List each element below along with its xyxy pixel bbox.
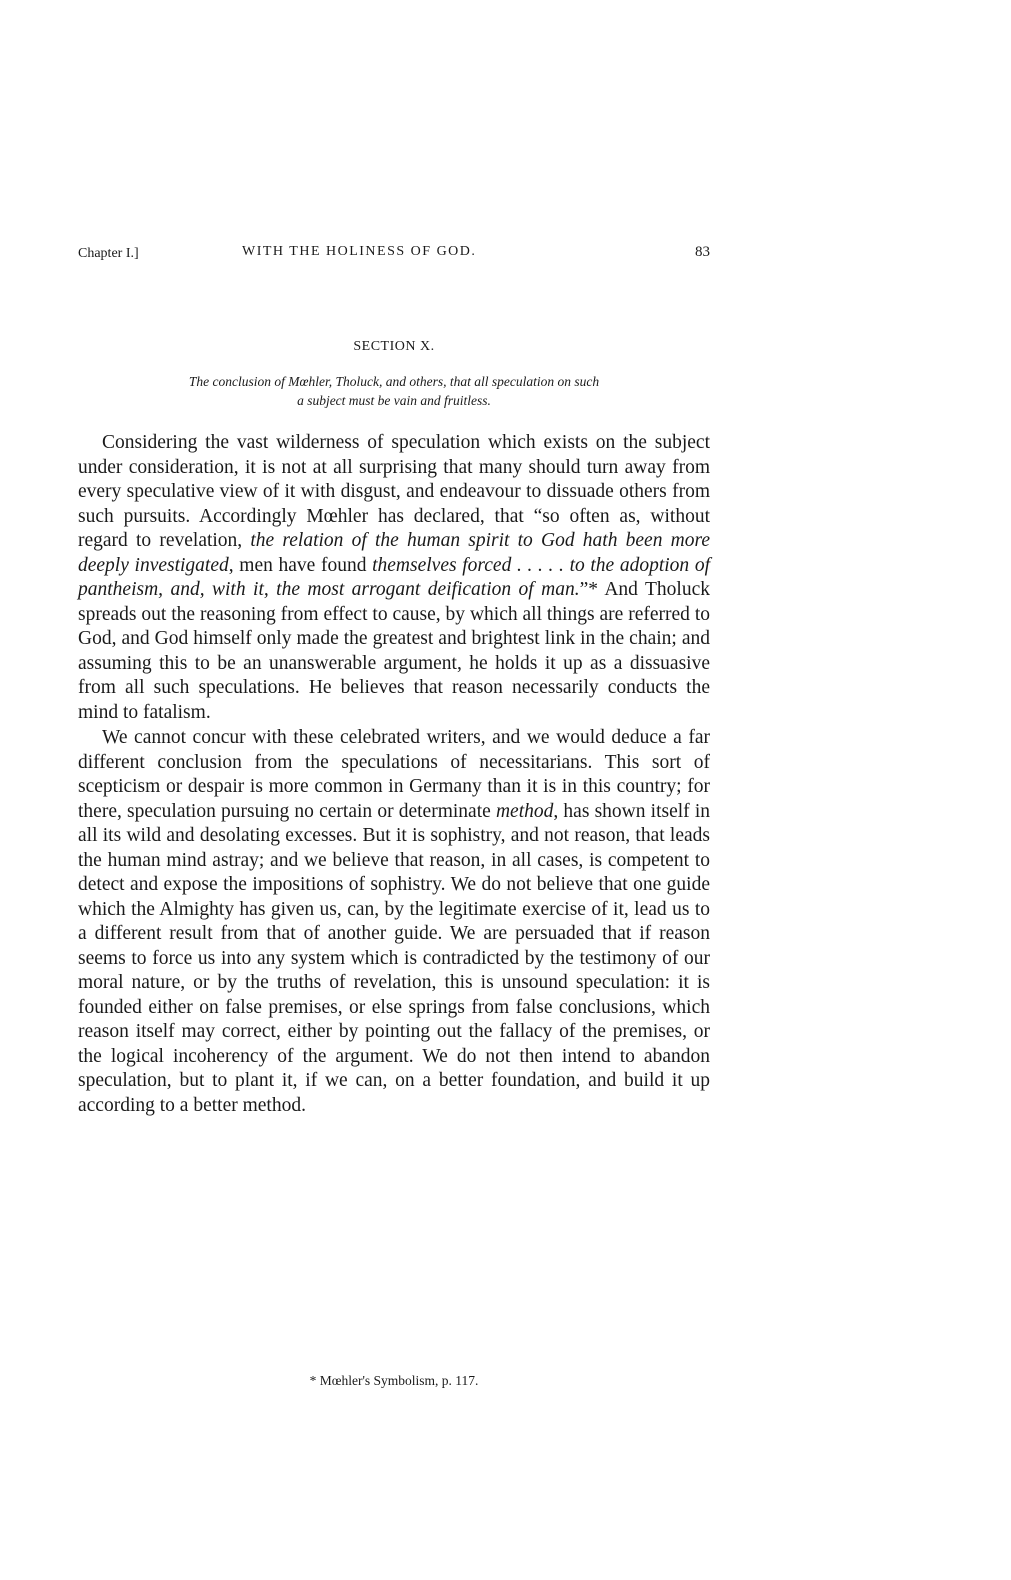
paragraph <box>78 431 710 725</box>
text-run: We cannot concur with these celebrated writers, and we would deduce a far different conclusion from the speculations of necessitarians. This sort of scepticism or despair is more common in Germany than it is in this country; for there, speculation pursuing no certain or determinate <box>78 727 710 822</box>
text-run: ”* And Tholuck spreads out the reasoning from effect to cause, by which all things are referred to God, and God himself only made the greatest and brightest link in the chain; and assuming this to be an unanswerable argument, he holds it up as a dissuasive from all such speculations. He believes that reason necessarily conducts the mind to fatalism. <box>78 579 710 723</box>
italic-run: method <box>495 800 554 822</box>
footnote: * Mœhler's Symbolism, p. 117. <box>309 1373 479 1388</box>
italic-run: the relation of the human spirit to God hath been more deeply investigated <box>78 530 710 576</box>
chapter-label: Chapter I.] <box>78 246 139 261</box>
section-subtitle-line: a subject must be vain and fruitless. <box>297 393 491 408</box>
italic-run: themselves forced . . . . . to the adoption of pantheism, and, with it, the most arrogant deification of man. <box>78 554 710 600</box>
text-run: , has shown itself in all its wild and desolating excesses. But it is sophistry, and not reason, that leads the human mind astray; and we believe that reason, in all cases, is competent to detect and expose the impositions of sophistry. We do not believe that one guide which the Almighty has given us, can, by the legitimate exercise of it, lead us to a different result from that of another guide. We are persuaded that if reason seems to force us into any system which is contradicted by the testimony of our moral nature, or by the truths of revelation, this is unsound speculation: it is founded either on false premises, or else springs from false conclusions, which reason itself may correct, either by pointing out the fallacy of the premises, or the logical incoherency of the argument. We do not then intend to abandon speculation, but to plant it, if we can, on a better foundation, and build it up according to a better method. <box>78 800 711 1116</box>
paragraph <box>78 726 710 1118</box>
section-heading: SECTION X. <box>353 339 435 354</box>
running-title: WITH THE HOLINESS OF GOD. <box>242 244 477 259</box>
section-subtitle-line: The conclusion of Mœhler, Tholuck, and others, that all speculation on such <box>188 374 600 389</box>
section-subtitle <box>78 372 710 410</box>
body-text <box>78 431 710 1118</box>
page-number: 83 <box>695 244 710 260</box>
text-run: Considering the vast wilderness of speculation which exists on the subject under consideration, it is not at all surprising that many should turn away from every speculative view of it with disgust, and endeavour to dissuade others from such pursuits. Accordingly Mœhler has declared, that “so often as, without regard to revelation, <box>78 432 710 551</box>
text-run: , men have found <box>228 554 373 576</box>
running-header <box>78 244 710 268</box>
